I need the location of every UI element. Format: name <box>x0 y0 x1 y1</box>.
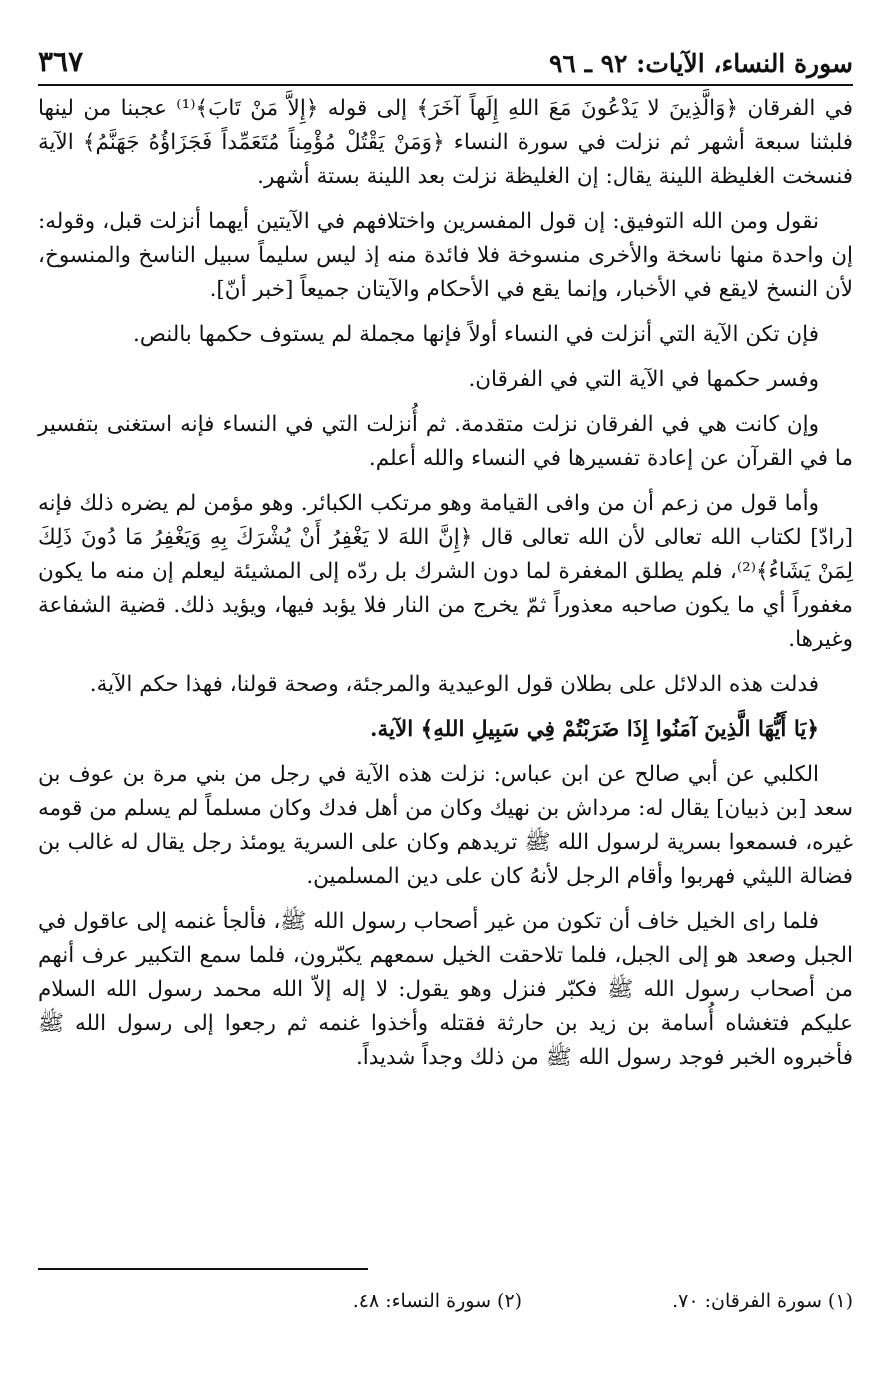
page-number: ٣٦٧ <box>38 45 84 78</box>
paragraph: في الفرقان ﴿وَالَّذِينَ لا يَدْعُونَ مَعَ اللهِ إِلَهاً آخَرَ﴾ إلى قوله ﴿إِلاَّ مَنْ تَابَ﴾⁽¹⁾ عجبنا من لينها فلبثنا سبعة أشهر ثم نزلت في سورة النساء ﴿وَمَنْ يَقْتُلْ مُؤْمِناً مُتَعَمِّداً فَجَزَاؤُهُ جَهَنَّمُ﴾ الآية فنسخت الغليظة اللينة يقال: إن الغليظة نزلت بعد اللينة بستة أشهر. <box>38 96 854 189</box>
paragraph: الكلبي عن أبي صالح عن ابن عباس: نزلت هذه الآية في رجل من بني مرة بن عوف بن سعد [بن ذبيان] يقال له: مرداش بن نهيك وكان من أهل فدك وكان مسلماً لم يسلم من قومه غيره، فسمعوا بسرية لرسول الله ﷺ تريدهم وكان على السرية يومئذ رجل يقال له غالب بن فضالة الليثي فهربوا وأقام الرجل لأنهُ كان على دين المسلمين. <box>38 762 853 889</box>
verse-heading: ﴿يَا أَيُّهَا الَّذِينَ آمَنُوا إِذَا ضَرَبْتُمْ فِي سَبِيلِ اللهِ﴾ الآية. <box>369 717 819 742</box>
body-text <box>38 92 853 1086</box>
paragraph: وأما قول من زعم أن من وافى القيامة وهو مرتكب الكبائر. وهو مؤمن لم يضره ذلك فإنه [رادّ] لكتاب الله تعالى لأن الله تعالى قال ﴿إِنَّ اللهَ لا يَغْفِرُ أَنْ يُشْرَكَ بِهِ وَيَغْفِرُ مَا دُونَ ذَلِكَ لِمَنْ يَشَاءُ﴾⁽²⁾، فلم يطلق المغفرة لما دون الشرك بل ردّه إلى المشيئة ليعلم إن منه ما يكون مغفوراً أي ما يكون صاحبه معذوراً ثمّ يخرج من النار فلا يؤبد فيها، ويؤيد ذلك. قضية الشفاعة وغيرها. <box>38 491 853 652</box>
paragraph: فدلت هذه الدلائل على بطلان قول الوعيدية والمرجئة، وصحة قولنا، فهذا حكم الآية. <box>89 672 819 697</box>
footnote-divider <box>38 1268 368 1270</box>
footnote-2: (٢) سورة النساء: ٤٨. <box>352 1290 523 1312</box>
surah-title: سورة النساء، الآيات: ٩٢ ـ ٩٦ <box>549 49 853 78</box>
paragraph: فإن تكن الآية التي أنزلت في النساء أولاً فإنها مجملة لم يستوف حكمها بالنص. <box>133 322 819 347</box>
page-header <box>38 38 853 86</box>
paragraph: فلما راى الخيل خاف أن تكون من غير أصحاب رسول الله ﷺ، فألجأ غنمه إلى عاقول في الجبل وصعد هو إلى الجبل، فلما تلاحقت الخيل سمعهم يكبّرون، فلما سمع التكبير عرف أنهم من أصحاب رسول الله ﷺ فكبّر فنزل وهو يقول: لا إله إلاّ الله محمد رسول الله السلام عليكم فتغشاه أُسامة بن زيد بن حارثة فقتله وأخذوا غنمه ثم رجعوا إلى رسول الله ﷺ فأخبروه الخبر فوجد رسول الله ﷺ من ذلك وجداً شديداً. <box>38 909 853 1070</box>
paragraph: وفسر حكمها في الآية التي في الفرقان. <box>468 367 819 392</box>
paragraph: وإن كانت هي في الفرقان نزلت متقدمة. ثم أُنزلت التي في النساء فإنه استغنى بتفسير ما في القرآن عن إعادة تفسيرها في النساء والله أعلم. <box>38 412 853 471</box>
footnote-1: (١) سورة الفرقان: ٧٠. <box>672 1290 853 1312</box>
paragraph: نقول ومن الله التوفيق: إن قول المفسرين واختلافهم في الآيتين أيهما أنزلت قبل، وقوله: إن واحدة منها ناسخة والأخرى منسوخة فلا فائدة منه إذ ليس سليماً سبيل الناسخ والمنسوخ، لأن النسخ لايقع في الأخبار، وإنما يقع في الأحكام والآيتان جميعاً [خبر أنّ]. <box>38 209 853 302</box>
footnotes <box>38 1290 853 1312</box>
